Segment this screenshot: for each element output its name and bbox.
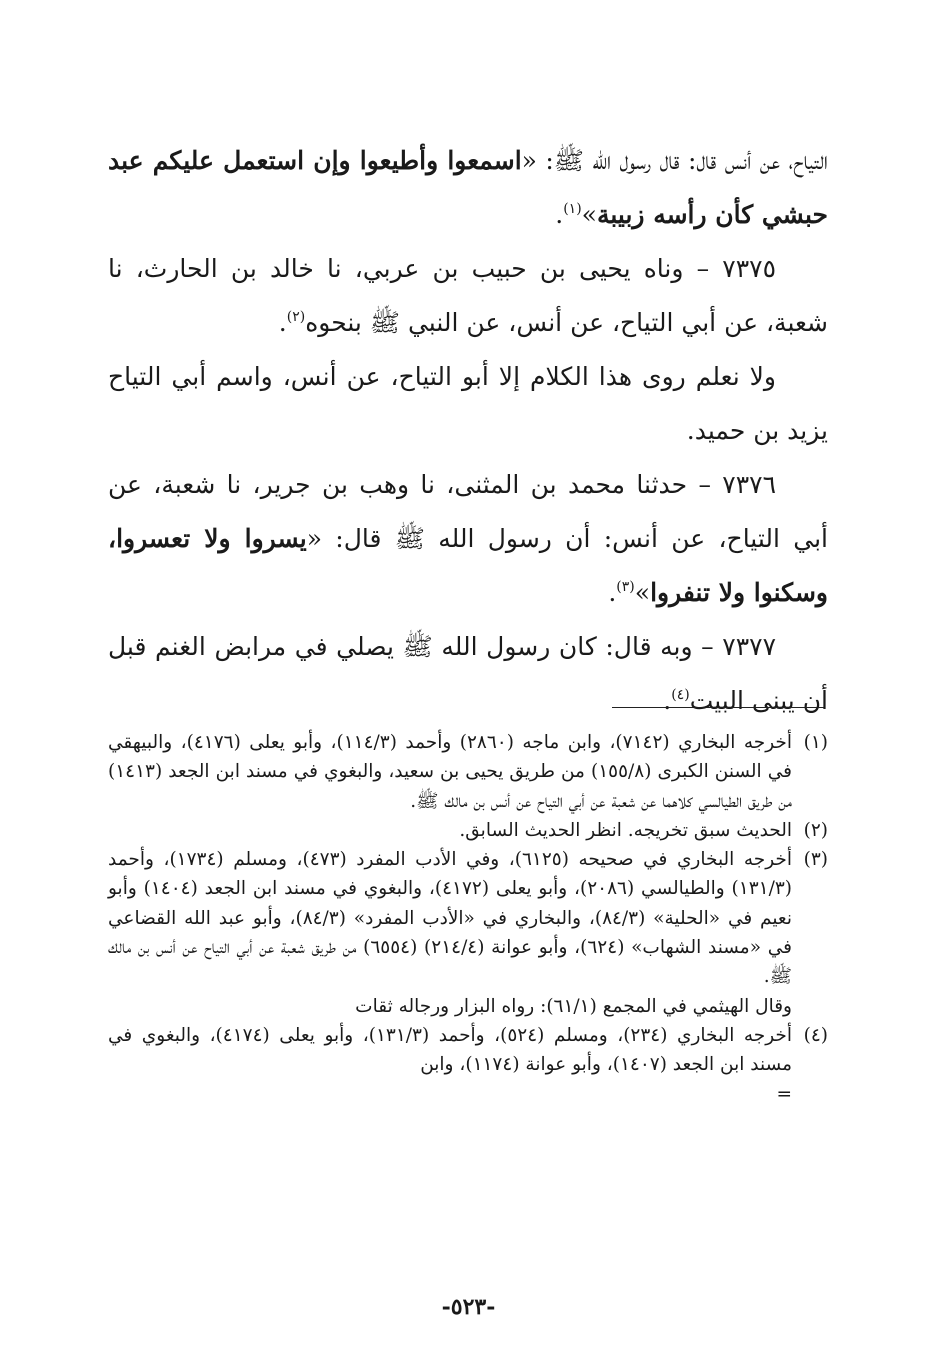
footnote-2 [108, 816, 828, 845]
paragraph-7376 [108, 458, 828, 620]
text-span: ٧٣٧٧ – وبه قال: كان رسول الله ﷺ يصلي في مرابض الغنم قبل أن يبنى البيت [108, 632, 828, 715]
footnotes [108, 728, 828, 1109]
quote-close: » [634, 578, 651, 607]
full-stop: . [278, 308, 287, 337]
text-span: ولا نعلم روى هذا الكلام إلا أبو التياح، عن أنس، واسم أبي التياح يزيد بن حميد. [108, 362, 828, 445]
footnote-3 [108, 845, 828, 991]
quote-close: » [581, 200, 597, 229]
footnote-text: أخرجه البخاري في صحيحه (٦١٢٥)، وفي الأدب المفرد (٤٧٣)، ومسلم (١٧٣٤)، وأحمد (١٣١/٣) والطيالسي (٢٠٨٦)، وأبو يعلى (٤١٧٢)، والبغوي في مسند ابن الجعد (١٤٠٤) وأبو نعيم في «الحلية» (٨٤/٣)، والبخاري في «الأدب المفرد» (٨٤/٣)، وأبو عبد الله القضاعي في «مسند الشهاب» (٦٢٤)، وأبو عوانة (٢١٤/٤) (٦٥٥٤) من طريق شعبة عن أبي التياح عن أنس بن مالك ﷺ. [108, 849, 793, 988]
footnote-ref-4: (٤) [671, 687, 690, 703]
footnote-ref-2: (٢) [286, 309, 306, 325]
paragraph-7377 [108, 620, 828, 728]
footnote-text: الحديث سبق تخريجه. انظر الحديث السابق. [459, 819, 792, 841]
hadith-quote: اسمعوا وأطيعوا وإن استعمل عليكم عبد حبشي كأن رأسه زبيبة [108, 146, 828, 229]
text-span: ٧٣٧٥ – وناه يحيى بن حبيب بن عربي، نا خالد بن الحارث، نا شعبة، عن أبي التياح، عن أنس، عن النبي ﷺ بنحوه [108, 254, 828, 337]
text-span: ٧٣٧٦ – حدثنا محمد بن المثنى، نا وهب بن جرير، نا شعبة، عن أبي التياح، عن أنس: أن رسول الله ﷺ قال: « [108, 470, 828, 553]
footnote-1 [108, 728, 828, 816]
footnote-ref-3: (٣) [616, 579, 635, 595]
footnote-number: (٢) [803, 819, 828, 841]
footnote-3-extra: وقال الهيثمي في المجمع (٦١/١): رواه البزار ورجاله ثقات [355, 995, 792, 1017]
footnote-number: (٣) [803, 849, 828, 871]
page-number: -٥٢٣- [441, 1294, 496, 1320]
continuation-mark: = [776, 1083, 792, 1105]
footnote-ref-1: (١) [563, 201, 582, 217]
full-stop: . [608, 578, 617, 607]
footnote-text: أخرجه البخاري (٧١٤٢)، وابن ماجه (٢٨٦٠) وأحمد (١١٤/٣)، وأبو يعلى (٤١٧٦)، والبيهقي في السنن الكبرى (١٥٥/٨) من طريق يحيى بن سعيد، والبغوي في مسند ابن الجعد (١٤١٣) من طريق الطيالسي كلاهما عن شعبة عن أبي التياح عن أنس بن مالك ﷺ. [108, 732, 793, 812]
hadith-quote: يسروا ولا تعسروا، وسكنوا ولا تنفروا [108, 524, 828, 607]
footnote-text: أخرجه البخاري (٢٣٤)، ومسلم (٥٢٤)، وأحمد (١٣١/٣)، وأبو يعلى (٤١٧٤)، والبغوي في مسند ابن الجعد (١٤٠٧)، وأبو عوانة (١١٧٤)، وابن [108, 1024, 793, 1076]
text-span: التياح، عن أنس قال: قال رسول الله ﷺ: « [521, 146, 828, 175]
footnote-number: (١) [803, 732, 828, 753]
footnote-number: (٤) [803, 1024, 828, 1046]
paragraph-commentary [108, 350, 828, 458]
footnote-divider [612, 707, 824, 708]
main-text [108, 134, 828, 728]
full-stop: . [663, 686, 672, 715]
footnote-4 [108, 1021, 828, 1080]
full-stop: . [555, 200, 564, 229]
paragraph-1 [108, 134, 828, 242]
paragraph-7375 [108, 242, 828, 350]
